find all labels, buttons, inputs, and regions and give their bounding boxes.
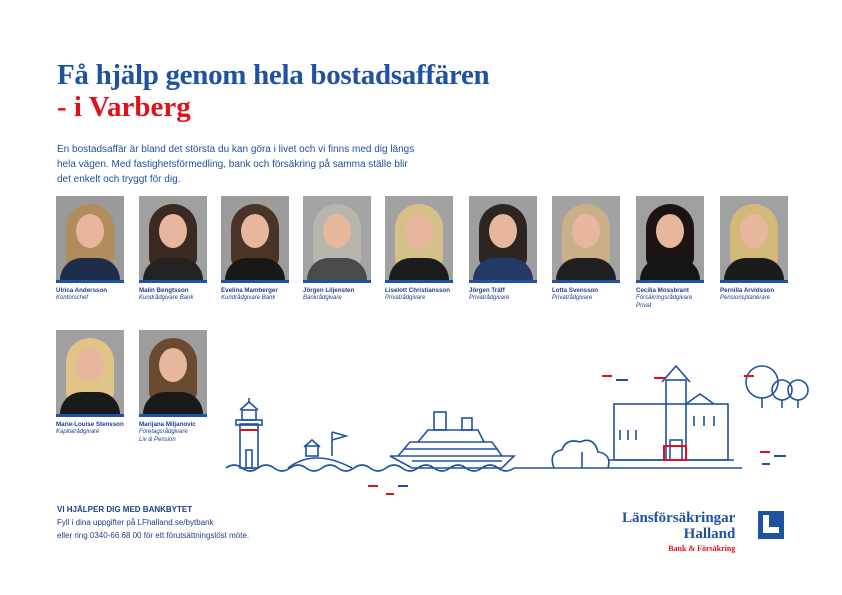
staff-role: Bankrådgivare: [303, 295, 342, 301]
staff-role: Liv & Pension: [139, 437, 176, 443]
staff-card: [139, 330, 209, 444]
logo-tagline: Bank & Försäkring: [668, 544, 736, 553]
staff-role: Kundrådgivare Bank: [139, 295, 194, 301]
bush-icon: [552, 440, 609, 468]
staff-photo: [56, 196, 124, 283]
intro-line: hela vägen. Med fastighetsförmedling, bank och försäkring på samma ställe blir: [57, 159, 408, 170]
staff-photo: [139, 196, 207, 283]
staff-role: Kapitalrådgivare: [56, 429, 100, 435]
staff-photo: [303, 196, 371, 283]
staff-name: Marie-Louise Stensson: [56, 421, 124, 428]
staff-role: Pensionsplanerare: [720, 295, 771, 301]
staff-name: Jörgen Träff: [469, 287, 505, 294]
decorative-dashes: [240, 376, 770, 494]
lighthouse-icon: [236, 398, 262, 468]
logo-region: Halland: [683, 526, 736, 542]
staff-card: [56, 330, 126, 436]
staff-name: Liselott Christiansson: [385, 287, 450, 294]
staff-card: [139, 196, 209, 302]
staff-role: Kontorschef: [56, 295, 89, 301]
staff-photo: [56, 330, 124, 417]
trees-icon: [746, 366, 808, 408]
staff-card: [303, 196, 373, 302]
staff-card: [720, 196, 790, 302]
ferry-icon: [390, 412, 514, 468]
staff-name: Marijana Miljanovic: [139, 421, 196, 428]
staff-photo: [720, 196, 788, 283]
staff-photo: [139, 330, 207, 417]
staff-role: Kundrådgivare Bank: [221, 295, 276, 301]
island-icon: [288, 432, 352, 468]
fortress-icon: [602, 366, 742, 468]
staff-name: Cecilia Mossbrant: [636, 287, 689, 294]
intro-text: [57, 142, 447, 187]
staff-role: Privatrådgivare: [469, 295, 510, 301]
staff-photo: [221, 196, 289, 283]
staff-photo: [636, 196, 704, 283]
logo-name: Länsförsäkringar: [622, 510, 736, 526]
staff-card: [552, 196, 622, 302]
staff-role: Privatrådgivare: [552, 295, 593, 301]
intro-line: det enkelt och tryggt för dig.: [57, 174, 181, 185]
staff-name: Malin Bengtsson: [139, 287, 189, 294]
page-title: Få hjälp genom hela bostadsaffären: [57, 59, 490, 91]
staff-role: Företagsrådgivare: [139, 429, 188, 435]
bank-switch-line: Fyll i dina uppgifter på LFhalland.se/bytbank: [57, 518, 214, 527]
staff-photo: [552, 196, 620, 283]
staff-role: Privatrådgivare: [385, 295, 426, 301]
staff-name: Ulrica Andersson: [56, 287, 108, 294]
staff-photo: [385, 196, 453, 283]
logo-mark-icon: [758, 511, 784, 539]
staff-card: [385, 196, 455, 302]
page-subtitle: - i Varberg: [57, 91, 191, 123]
staff-card: [469, 196, 539, 302]
staff-name: Jörgen Liljensten: [303, 287, 355, 294]
staff-card: [221, 196, 291, 302]
bank-switch-title: VI HJÄLPER DIG MED BANKBYTET: [57, 505, 193, 514]
company-logo: [622, 510, 735, 553]
intro-line: En bostadsaffär är bland det största du kan göra i livet och vi finns med dig längs: [57, 144, 415, 155]
staff-name: Evelina Mamberger: [221, 287, 278, 294]
bank-switch-info: [57, 503, 249, 542]
staff-photo: [469, 196, 537, 283]
staff-role: Försäkringsrådgivare: [636, 295, 693, 301]
bank-switch-line: eller ring 0340-66 68 00 för ett förutsättningslöst möte.: [57, 531, 250, 540]
staff-role: Privat: [636, 303, 652, 309]
staff-name: Pernilla Arvidsson: [720, 287, 775, 294]
coastal-illustration: [222, 360, 822, 500]
staff-card: [56, 196, 126, 302]
staff-card: [636, 196, 706, 310]
staff-name: Lotta Svensson: [552, 287, 599, 294]
